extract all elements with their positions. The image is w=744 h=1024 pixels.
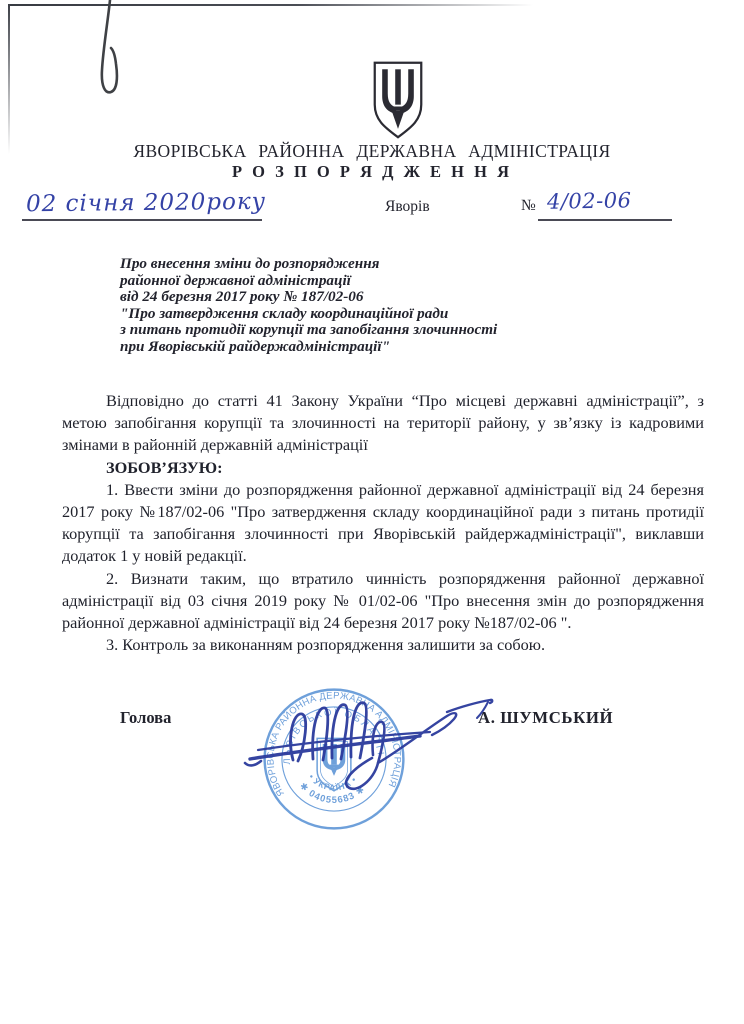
- paperclip-icon: [85, 0, 125, 100]
- subject-line: з питань протидії корупції та запобігання злочинності: [120, 321, 498, 339]
- signatory-title: Голова: [120, 708, 172, 727]
- document-body: [62, 390, 704, 656]
- organization-name: ЯВОРІВСЬКА РАЙОННА ДЕРЖАВНА АДМІНІСТРАЦІЯ: [133, 141, 611, 161]
- directive-heading: ЗОБОВ’ЯЗУЮ:: [106, 457, 223, 477]
- subject-line: районної державної адміністрації: [120, 271, 351, 289]
- subject-line: Про внесення зміни до розпорядження: [120, 255, 380, 272]
- subject-line: від 24 березня 2017 року № 187/02-06: [120, 288, 364, 306]
- scan-edge-left: [8, 4, 10, 154]
- subject-line: "Про затвердження складу координаційної ради: [120, 304, 449, 322]
- stamp-region-text: ЛЬВІВСЬКОЇ ОБЛАСТІ: [281, 707, 387, 765]
- item-paragraph: 3. Контроль за виконанням розпорядження залишити за собою.: [106, 635, 546, 655]
- intro-paragraph: Відповідно до статті 41 Закону України “Про місцеві державні адміністрації”, з метою запобігання корупції та злочинності на території району, у зв’язку із кадровими змінами в районній державній адміністрації: [62, 391, 704, 455]
- item-paragraph: 1. Ввести зміни до розпорядження районної державної адміністрації від 24 березня 2017 року №187/02-06 "Про затвердження складу координаційної ради з питань протидії корупції та запобігання злочинності при Яворівській райдержадміністрації", виклавши додаток 1 у новій редакції.: [62, 479, 704, 566]
- date-underline: [22, 219, 262, 221]
- signatory-name: А. ШУМСЬКИЙ: [478, 708, 614, 727]
- ukraine-trident-emblem-icon: [370, 60, 426, 140]
- item-paragraph: 2. Визнати таким, що втратило чинність розпорядження районної державної адміністрації від 03 січня 2019 року № 01/02-06 "Про внесення змін до розпорядження районної державної адміністрації від 24 березня 2017 року №187/02-06 ".: [62, 568, 704, 633]
- handwritten-number: 4/02-06: [546, 188, 632, 214]
- stamp-outer-ring-text: ЯВОРІВСЬКА РАЙОННА ДЕРЖАВНА АДМІНІСТРАЦІЯ: [265, 690, 403, 798]
- handwritten-date: 02 січня 2020року: [25, 188, 267, 218]
- subject-line: при Яворівській райдержадміністрації": [120, 337, 391, 355]
- subject-block: [120, 256, 497, 356]
- place-label: Яворів: [385, 198, 430, 215]
- number-underline: [538, 219, 672, 221]
- handwritten-signature: [235, 660, 505, 830]
- document-type-title: Р О З П О Р Я Д Ж Е Н Н Я: [231, 162, 513, 181]
- stamp-country-text: • УКРАЇНА •: [306, 771, 359, 793]
- number-sign: №: [521, 197, 536, 214]
- stamp-code-text: ✱ 04055683 ✱: [297, 780, 368, 806]
